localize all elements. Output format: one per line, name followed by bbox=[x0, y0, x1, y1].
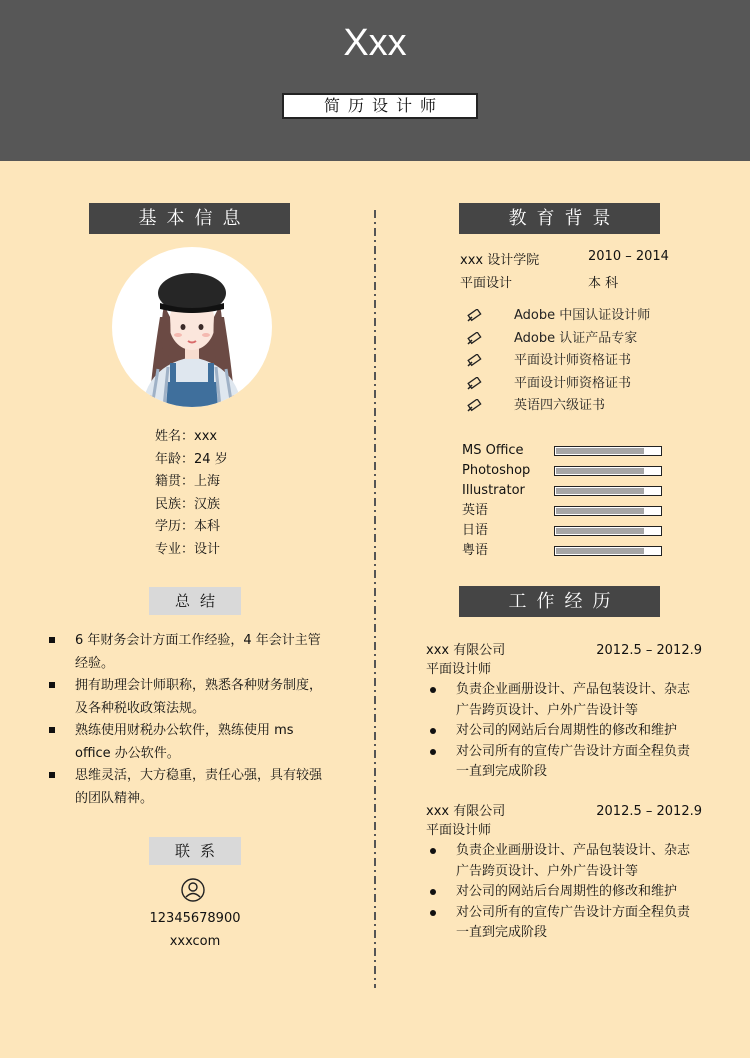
info-row-education: 学历：本科 bbox=[155, 519, 221, 535]
job-role: 平面设计师 bbox=[426, 662, 492, 677]
resume-header bbox=[0, 0, 750, 161]
skill-bar bbox=[554, 486, 662, 496]
job-role: 平面设计师 bbox=[426, 823, 492, 838]
edu-school: xxx 设计学院 bbox=[460, 253, 540, 268]
section-title-basic-info: 基本信息 bbox=[89, 203, 290, 234]
skill-bar bbox=[554, 446, 662, 456]
section-title-summary: 总结 bbox=[149, 587, 241, 615]
job-entry bbox=[426, 641, 706, 783]
skill-row bbox=[462, 501, 530, 521]
contact-phone: 12345678900 bbox=[149, 911, 241, 926]
job-period: 2012.5 – 2012.9 bbox=[596, 643, 702, 658]
skill-name: 日语 bbox=[462, 523, 489, 538]
edu-major: 平面设计 bbox=[460, 276, 513, 291]
basic-info-list bbox=[155, 426, 228, 562]
skill-name: Illustrator bbox=[462, 483, 525, 498]
summary-item: 6 年财务会计方面工作经验，4 年会计主管经验。 bbox=[48, 630, 330, 675]
job-company: xxx 有限公司 bbox=[426, 804, 506, 819]
skill-row bbox=[462, 481, 530, 501]
job-duty: 负责企业画册设计、产品包装设计、杂志广告跨页设计、户外广告设计等 bbox=[426, 841, 698, 882]
skill-row bbox=[462, 541, 530, 561]
job-period: 2012.5 – 2012.9 bbox=[596, 804, 702, 819]
skill-name: MS Office bbox=[462, 443, 524, 458]
info-row-name: 姓名：xxx bbox=[155, 429, 218, 444]
job-entry bbox=[426, 802, 706, 944]
job-duty: 对公司所有的宣传广告设计方面全程负责一直到完成阶段 bbox=[426, 742, 698, 783]
info-row-major: 专业：设计 bbox=[155, 541, 221, 557]
edu-degree: 本 科 bbox=[588, 276, 619, 291]
certificate-item: 平面设计师资格证书 bbox=[466, 350, 650, 373]
skill-name: Photoshop bbox=[462, 463, 531, 478]
certificate-item: Adobe 中国认证设计师 bbox=[466, 305, 650, 328]
certificate-item: 英语四六级证书 bbox=[466, 395, 650, 418]
job-duty: 负责企业画册设计、产品包装设计、杂志广告跨页设计、户外广告设计等 bbox=[426, 680, 698, 721]
section-title-contact: 联系 bbox=[149, 837, 241, 865]
info-row-hometown: 籍贯：上海 bbox=[155, 474, 221, 490]
certificate-icon bbox=[466, 377, 482, 391]
info-row-ethnicity: 民族：汉族 bbox=[155, 496, 221, 512]
skill-row bbox=[462, 441, 530, 461]
skill-name: 粤语 bbox=[462, 543, 489, 558]
info-row-age: 年龄：24 岁 bbox=[155, 451, 228, 467]
skill-bar bbox=[554, 466, 662, 476]
job-duty: 对公司所有的宣传广告设计方面全程负责一直到完成阶段 bbox=[426, 903, 698, 944]
column-divider bbox=[374, 210, 376, 988]
job-company: xxx 有限公司 bbox=[426, 643, 506, 658]
skill-bar bbox=[554, 526, 662, 536]
certificate-icon bbox=[466, 399, 482, 413]
skill-bar bbox=[554, 546, 662, 556]
section-title-education: 教育背景 bbox=[459, 203, 660, 234]
skill-row bbox=[462, 461, 530, 481]
edu-years: 2010 – 2014 bbox=[588, 249, 669, 264]
skill-list bbox=[462, 441, 530, 561]
user-icon bbox=[181, 878, 205, 902]
certificate-item: 平面设计师资格证书 bbox=[466, 373, 650, 396]
resume-subtitle: 简历设计师 bbox=[282, 93, 478, 119]
job-duty: 对公司的网站后台周期性的修改和维护 bbox=[426, 882, 698, 903]
skill-name: 英语 bbox=[462, 503, 489, 518]
summary-list bbox=[48, 630, 330, 810]
skill-row bbox=[462, 521, 530, 541]
contact-email: xxxcom bbox=[169, 934, 221, 949]
summary-item: 熟练使用财税办公软件，熟练使用 ms office 办公软件。 bbox=[48, 720, 330, 765]
avatar bbox=[112, 247, 272, 407]
summary-item: 思维灵活，大方稳重，责任心强，具有较强的团队精神。 bbox=[48, 765, 330, 810]
certificate-icon bbox=[466, 354, 482, 368]
section-title-work: 工作经历 bbox=[459, 586, 660, 617]
summary-item: 拥有助理会计师职称，熟悉各种财务制度，及各种税收政策法规。 bbox=[48, 675, 330, 720]
certificate-list bbox=[466, 305, 650, 418]
resume-name: Xxx bbox=[343, 22, 407, 64]
avatar-illustration bbox=[112, 247, 272, 407]
certificate-item: Adobe 认证产品专家 bbox=[466, 328, 650, 351]
job-duty: 对公司的网站后台周期性的修改和维护 bbox=[426, 721, 698, 742]
certificate-icon bbox=[466, 332, 482, 346]
certificate-icon bbox=[466, 309, 482, 323]
skill-bar bbox=[554, 506, 662, 516]
